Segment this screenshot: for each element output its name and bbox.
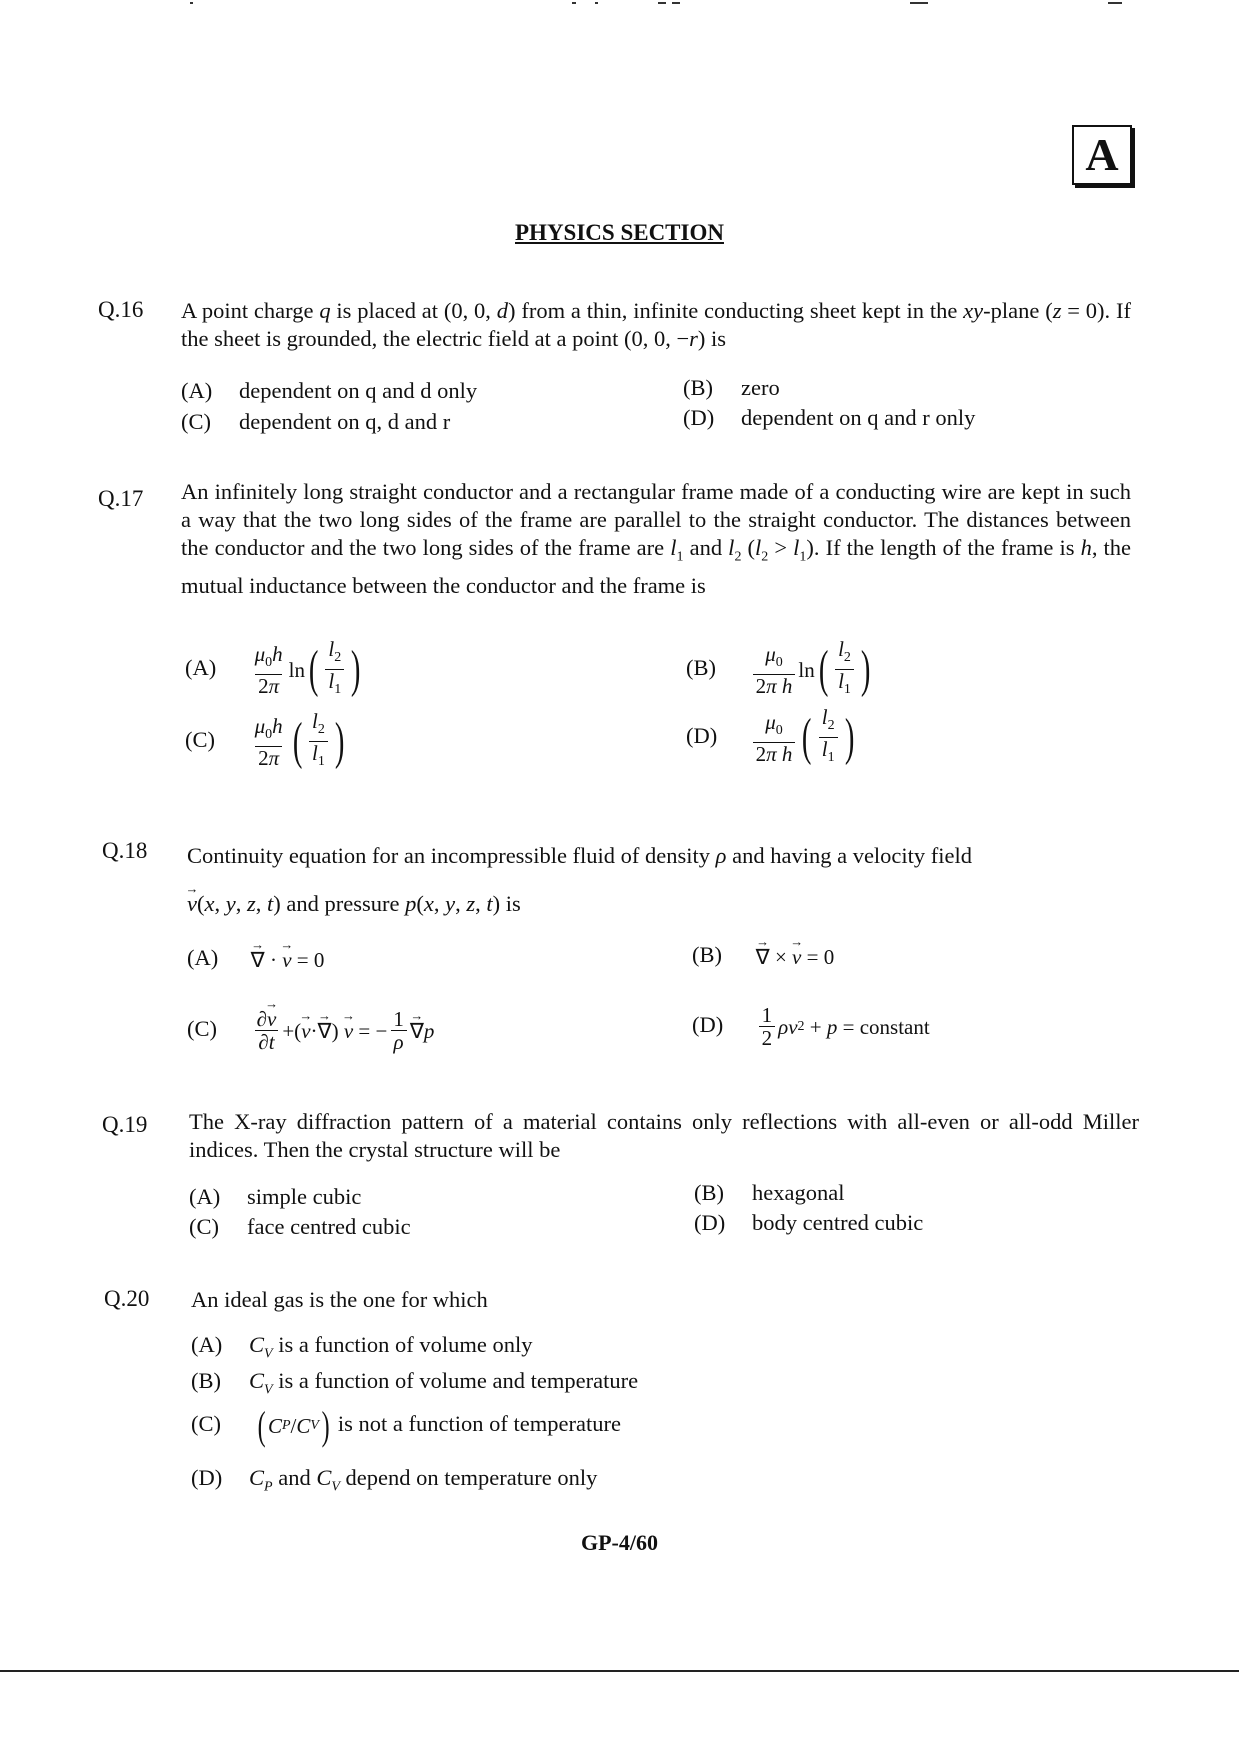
question-20 bbox=[104, 1286, 1144, 1506]
option-b[interactable]: (B) hexagonal bbox=[694, 1180, 845, 1205]
set-code-box: A bbox=[1072, 125, 1132, 185]
formula: $\frac{\mu_0}{\text{2π h}}$ ( $\frac{l_2}{l_1}$ ) bbox=[750, 706, 858, 769]
page-code: GP-4/60 bbox=[581, 1530, 658, 1555]
option-c[interactable]: (C) $\frac{\partial\to v}{\partial t}$ +( → v · → ∇ ) → v = − $\frac{1}{\rho}$ → ∇ p bbox=[187, 1008, 434, 1053]
question-number: Q.19 bbox=[102, 1112, 148, 1137]
option-a[interactable]: (A) $C_V$ is a function of volume only bbox=[191, 1332, 533, 1362]
option-a[interactable]: (A) simple cubic bbox=[189, 1184, 362, 1209]
question-text: The X-ray diffraction pattern of a material contains only reflections with all-even or all-odd Miller indices. Then the crystal structure will be bbox=[189, 1109, 1139, 1162]
formula: → ∇ × → v = 0 bbox=[756, 943, 835, 971]
option-c[interactable]: (C) ( C P / C V ) is not a function of temperature bbox=[191, 1403, 621, 1448]
question-text: An infinitely long straight conductor and a rectangular frame made of a conducting wire are kept in such a way that the two long sides of the frame are parallel to the straight conductor. The distances between the conductor and the two long sides of the frame are $l_1$ and $l_2$ $(l_2 > l_1)$. If the length of the frame is h, the mutual inductance between the conductor and the frame is bbox=[181, 479, 1132, 598]
question-number: Q.17 bbox=[98, 486, 144, 511]
option-d[interactable]: (D) body centred cubic bbox=[694, 1210, 924, 1235]
question-18 bbox=[102, 832, 1142, 1062]
formula: $\frac{\mu_0}{\text{2π h}}$ ln ( $\frac{l_2}{l_1}$ ) bbox=[750, 638, 875, 701]
option-a[interactable]: (A) dependent on q and d only bbox=[181, 378, 478, 403]
question-text: A point charge q is placed at (0, 0, d) from a thin, infinite conducting sheet kept in the xy-plane (z = 0). If the sheet is grounded, the electric field at a point (0, 0, −r) is bbox=[181, 298, 1132, 351]
question-16 bbox=[98, 297, 1138, 437]
question-number: Q.20 bbox=[104, 1286, 150, 1311]
bottom-rule bbox=[0, 1670, 1239, 1672]
option-a[interactable]: (A) → ∇ · → v = 0 bbox=[187, 944, 324, 974]
formula: $\frac{\partial\to v}{\partial t}$ +( → v · → ∇ ) → v = − $\frac{1}{\rho}$ → ∇ p bbox=[251, 1008, 435, 1053]
question-19 bbox=[102, 1108, 1142, 1238]
option-d[interactable]: (D) $\frac{1}{2}$ ρv 2 + p = constant bbox=[692, 1003, 930, 1050]
question-text: An ideal gas is the one for which bbox=[191, 1287, 488, 1312]
option-c[interactable]: (C) face centred cubic bbox=[189, 1214, 411, 1239]
option-c[interactable]: (C) $\frac{\mu_0h}{2\pi}$ ( $\frac{l_2}{l_1}$ ) bbox=[185, 710, 348, 773]
formula: → ∇ · → v = 0 bbox=[251, 946, 325, 974]
option-a[interactable]: (A) $\frac{\mu_0h}{2\pi}$ ln ( $\frac{l_2}{l_1}$ ) bbox=[185, 638, 365, 701]
question-text: Continuity equation for an incompressible fluid of density ρ and having a velocity field → v(x, y, z, t) and pressure p(x, y, z, t) is bbox=[187, 832, 1137, 928]
option-d[interactable]: (D) $\frac{\mu_0}{\text{2π h}}$ ( $\frac{l_2}{l_1}$ ) bbox=[686, 706, 858, 769]
option-b[interactable]: (B) zero bbox=[683, 375, 780, 400]
formula: $\frac{\mu_0h}{2\pi}$ ( $\frac{l_2}{l_1}$ ) bbox=[249, 710, 349, 773]
option-b[interactable]: (B) → ∇ × → v = 0 bbox=[692, 941, 834, 971]
option-d[interactable]: (D) $C_P$ and $C_V$ depend on temperature only bbox=[191, 1465, 598, 1495]
question-number: Q.18 bbox=[102, 838, 148, 863]
option-b[interactable]: (B) $\frac{\mu_0}{\text{2π h}}$ ln ( $\frac{l_2}{l_1}$ ) bbox=[686, 638, 874, 701]
formula: ( C P / C V ) bbox=[257, 1403, 330, 1448]
formula: $\frac{1}{2}$ ρv 2 + p = constant bbox=[756, 1004, 930, 1049]
question-17 bbox=[98, 478, 1138, 788]
option-d[interactable]: (D) dependent on q and r only bbox=[683, 405, 976, 430]
question-number: Q.16 bbox=[98, 297, 144, 322]
section-title: PHYSICS SECTION bbox=[515, 220, 724, 245]
option-b[interactable]: (B) $C_V$ is a function of volume and temperature bbox=[191, 1368, 639, 1398]
formula: $\frac{\mu_0h}{2\pi}$ ln ( $\frac{l_2}{l_1}$ ) bbox=[249, 638, 365, 701]
option-c[interactable]: (C) dependent on q, d and r bbox=[181, 409, 451, 434]
